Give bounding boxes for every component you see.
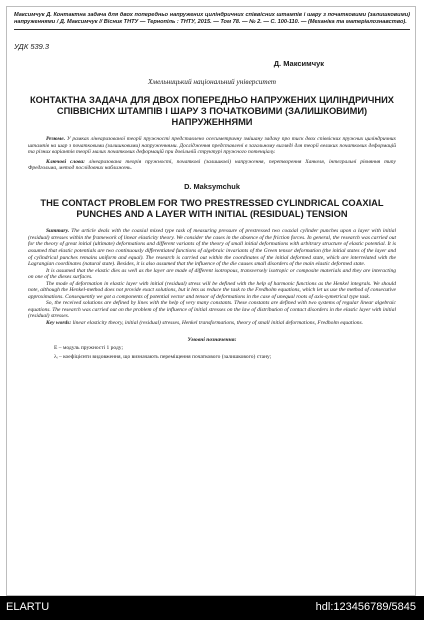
article-page (14, 12, 410, 361)
notation-line: λᵢ – коефіцієнти видовження, що визначають переміщення початкового (залишкового) стану; (54, 353, 272, 360)
title-en: THE CONTACT PROBLEM FOR TWO PRESTRESSED CYLINDRICAL COAXIAL PUNCHES AND A LAYER WITH INITIAL (RESIDUAL) TENSION (40, 197, 384, 220)
summary-paragraph: It is assumed that the elastic dies as well as the layer are made of different isotropous, transversely isotropic or composite materials and they are interacting on one of the dieses surfaces. (28, 267, 396, 281)
notation-line: E – модуль пружності 1 роду; (54, 344, 124, 351)
abstract-ua-text: У рамках лінеаризованої теорії пружності представлено осесиметричну змішану задачу про тиск двох співвісних пружних циліндричних штампів на шар з початковими (залишковими) напруженнями. Дослідження представлені в загальному вигляді для теорії великих початкових деформацій та різних варіантів теорії малих початкових деформацій при довільній структурі пружного потенціалу. (28, 136, 396, 156)
title-ua: КОНТАКТНА ЗАДАЧА ДЛЯ ДВОХ ПОПЕРЕДНЬО НАПРУЖЕНИХ ЦИЛІНДРИЧНИХ СПІВВІСНИХ ШТАМПІВ І ШАРУ З ПОЧАТКОВИМИ (ЗАЛИШКОВИМИ) НАПРУЖЕННЯМИ (29, 95, 394, 127)
summary-paragraph: The mode of deformation in elastic layer with initial (residual) stress will be defined with the help of harmonic functions as the Henkel integrals. We should note, although the Henkel-method does not provide exact solutions, but it lets us reduce the task to the Fredholm equations, which let us use the method of consecutive approximations. Consequently we got a components of potential vector and tensor of deformations in the case of unequal roots of axis-symetrical type task. (28, 280, 396, 300)
summary-text-1: The article deals with the coaxial mixed type task of measuring pressure of prestressed two coaxial cylinder punches upon a layer with initial (residual) stresses within the framework of linear elasticity theory. We consider the cases in the absence of the friction forces. In general, the research was carried out for the theory of great initial (ultimate) deformations and different variants of the theory of small initial deformations with arbitrary structure of elastic potential. It is assumed that elastic potentials are two continuously differentiated functions of algebraic invariants of the Green tensor deformation (the initial states of the layer and of cylindrical punches remains uniform and equal). The research is carried out within the coordinates of the initial deformed state, which are interrelated with the Lagrangian coordinates (natural state). Besides, it is also assumed that the influence of the die causes small disorders of the main elastic deformed state. (28, 228, 396, 268)
citation-header: Максимчук Д. Контактна задача для двох попередньо напружених циліндричних співвісних штампів і шару з початковими (залишковими) напруженнями / Д. Максимчук // Вісник ТНТУ — Тернопіль : ТНТУ, 2015. — Том 78. — № 2. — С. 100-110. — (Механіка та матеріалознавство). (14, 12, 410, 30)
author-en: D. Maksymchuk (184, 181, 240, 191)
summary-paragraph: So, the received solutions are defined by lines with the help of very many constants. These constants are defined with two systems of regular linear algebraic equations. The research was carried out on the problem of the influence of initial stresses on the law of distribution of contact disorders in the elastic layer with initial (residual) stresses. (28, 300, 396, 320)
handle-link[interactable]: hdl:123456789/5845 (315, 601, 416, 613)
abstract-ua (28, 136, 396, 156)
keywords-ua-text: лінеаризована теорія пружності, початкові (залишкові) напруження, перетворення Ханкеля, інтегральні рівняння типу Фредгольма, метод послідовних наближень. (28, 158, 396, 172)
affiliation: Хмельницький національний університет (147, 77, 277, 86)
repository-footer-bar (0, 596, 424, 620)
keywords-en (28, 320, 396, 327)
keywords-en-label: Key words: (46, 320, 72, 327)
keywords-ua (28, 159, 396, 172)
summary-paragraph (28, 228, 396, 267)
keywords-ua-label: Ключові слова: (46, 158, 85, 165)
abstract-ua-label: Резюме. (46, 136, 66, 142)
keywords-en-text: linear elasticity theory, initial (residual) stresses, Henkel transformations, theory of small initial deformations, Fredholm equations. (72, 320, 364, 327)
notations-heading: Умовні позначення: (187, 336, 237, 343)
udk-code: УДК 539.3 (14, 42, 50, 51)
author-ua: Д. Максимчук (273, 59, 324, 68)
repository-name: ELARTU (6, 601, 50, 613)
summary-label: Summary. (46, 228, 70, 235)
